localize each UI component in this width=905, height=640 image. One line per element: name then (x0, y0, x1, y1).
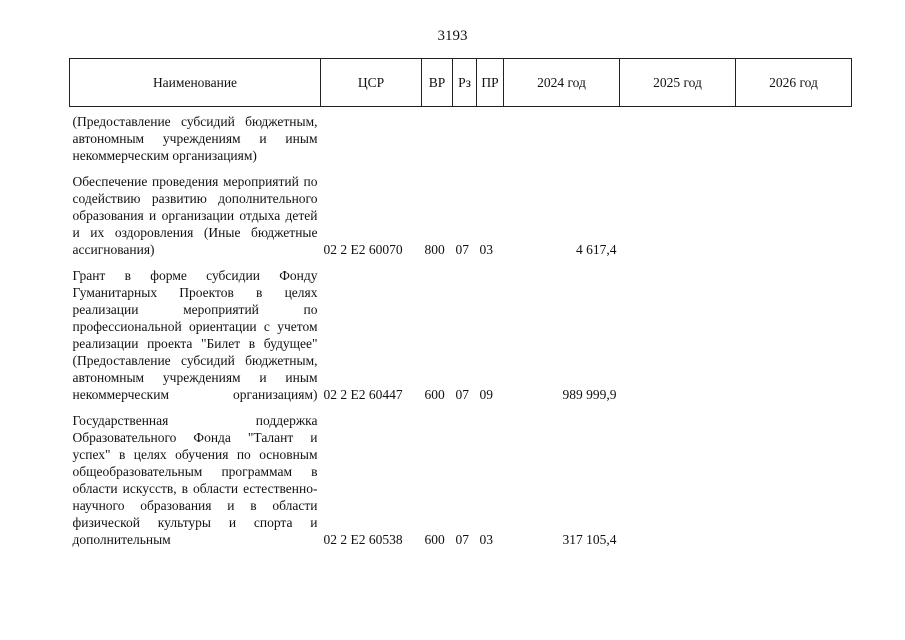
row-2026 (736, 261, 852, 406)
row-2024: 317 105,4 (562, 532, 617, 547)
row-pr (477, 107, 504, 168)
row-2026 (736, 167, 852, 261)
row-csr: 02 2 Е2 60070 (323, 242, 403, 257)
table-row (70, 406, 852, 551)
row-rz (453, 107, 477, 168)
table-row (70, 107, 852, 168)
row-csr: 02 2 Е2 60538 (323, 532, 403, 547)
row-name: Грант в форме субсидии Фонду Гуманитарных Проектов в целях реализации мероприятий по профессиональной ориентации с учетом реализации проекта "Билет в будущее" (Предоставление субсидий бюджетным, автономным учреждениям и иным некоммерческим организациям) (72, 268, 318, 402)
row-2024: 4 617,4 (576, 242, 617, 257)
row-rz: 07 (455, 532, 469, 547)
row-rz: 07 (455, 242, 469, 257)
row-vr: 600 (424, 532, 445, 547)
row-2024 (504, 107, 620, 168)
row-csr: 02 2 Е2 60447 (323, 387, 403, 402)
row-2025 (620, 406, 736, 551)
row-2026 (736, 406, 852, 551)
header-csr: ЦСР (321, 59, 422, 107)
header-rz: Рз (453, 59, 477, 107)
row-vr (422, 107, 453, 168)
row-pr: 03 (479, 532, 493, 547)
row-name: Государственная поддержка Образовательного Фонда "Талант и успех" в целях обучения по основным общеобразовательным программам в области искусств, в области естественно-научного образования и в области физической культуры и спорта и дополнительным (72, 413, 318, 547)
row-2024: 989 999,9 (562, 387, 617, 402)
row-csr (321, 107, 422, 168)
header-vr: ВР (422, 59, 453, 107)
row-vr: 600 (424, 387, 445, 402)
header-2025: 2025 год (620, 59, 736, 107)
header-name: Наименование (70, 59, 321, 107)
row-2025 (620, 167, 736, 261)
row-pr: 03 (479, 242, 493, 257)
header-2026: 2026 год (736, 59, 852, 107)
row-name: Обеспечение проведения мероприятий по содействию развитию дополнительного образования и организации отдыха детей и их оздоровления (Иные бюджетные ассигнования) (72, 174, 318, 257)
table-row (70, 167, 852, 261)
table-row (70, 261, 852, 406)
row-vr: 800 (424, 242, 445, 257)
row-name: (Предоставление субсидий бюджетным, автономным учреждениям и иным некоммерческим организациям) (72, 114, 318, 163)
row-rz: 07 (455, 387, 469, 402)
row-pr: 09 (479, 387, 493, 402)
table-header-row (70, 59, 852, 107)
header-pr: ПР (477, 59, 504, 107)
row-2025 (620, 261, 736, 406)
row-2026 (736, 107, 852, 168)
row-2025 (620, 107, 736, 168)
budget-table (69, 58, 852, 551)
header-2024: 2024 год (504, 59, 620, 107)
page-number: 3193 (437, 28, 468, 44)
